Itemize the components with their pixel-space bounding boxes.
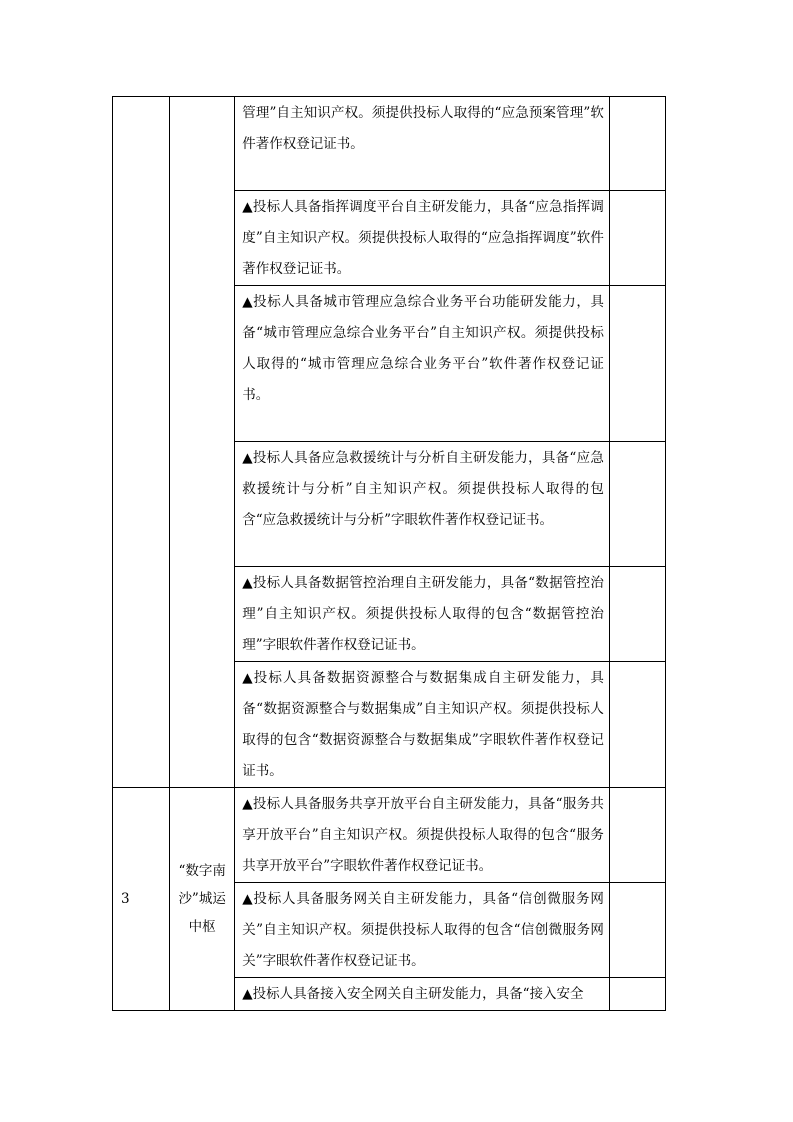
requirement-text: ▲投标人具备服务共享开放平台自主研发能力，具备“服务共享开放平台”自主知识产权。须提供投标人取得的包含“服务共享开放平台”字眼软件著作权登记证书。 (235, 788, 610, 883)
remark-cell (609, 662, 665, 788)
remark-cell (609, 191, 665, 286)
remark-cell (609, 978, 665, 1011)
item-number-cell (113, 97, 170, 788)
item-category: “数字南沙”城运中枢 (170, 788, 235, 1011)
remark-cell (609, 442, 665, 567)
remark-cell (609, 97, 665, 191)
remark-cell (609, 883, 665, 978)
requirement-text: ▲投标人具备城市管理应急综合业务平台功能研发能力，具备“城市管理应急综合业务平台”自主知识产权。须提供投标人取得的“城市管理应急综合业务平台”软件著作权登记证书。 (235, 286, 610, 442)
table-row (113, 788, 666, 883)
requirement-text: ▲投标人具备数据管控治理自主研发能力，具备“数据管控治理”自主知识产权。须提供投标人取得的包含“数据管控治理”字眼软件著作权登记证书。 (235, 567, 610, 662)
requirement-text: ▲投标人具备接入安全网关自主研发能力，具备“接入安全 (235, 978, 610, 1011)
requirement-text: ▲投标人具备应急救援统计与分析自主研发能力，具备“应急救援统计与分析”自主知识产权。须提供投标人取得的包含“应急救援统计与分析”字眼软件著作权登记证书。 (235, 442, 610, 567)
item-category-cell (170, 97, 235, 788)
requirement-text: ▲投标人具备指挥调度平台自主研发能力，具备“应急指挥调度”自主知识产权。须提供投标人取得的“应急指挥调度”软件著作权登记证书。 (235, 191, 610, 286)
item-number: 3 (113, 788, 170, 1011)
requirement-text: ▲投标人具备服务网关自主研发能力，具备“信创微服务网关”自主知识产权。须提供投标人取得的包含“信创微服务网关”字眼软件著作权登记证书。 (235, 883, 610, 978)
requirements-table (112, 96, 666, 1011)
requirement-text: 管理”自主知识产权。须提供投标人取得的“应急预案管理”软件著作权登记证书。 (235, 97, 610, 191)
remark-cell (609, 286, 665, 442)
remark-cell (609, 567, 665, 662)
requirement-text: ▲投标人具备数据资源整合与数据集成自主研发能力，具备“数据资源整合与数据集成”自主知识产权。须提供投标人取得的包含“数据资源整合与数据集成”字眼软件著作权登记证书。 (235, 662, 610, 788)
remark-cell (609, 788, 665, 883)
table-row (113, 97, 666, 191)
